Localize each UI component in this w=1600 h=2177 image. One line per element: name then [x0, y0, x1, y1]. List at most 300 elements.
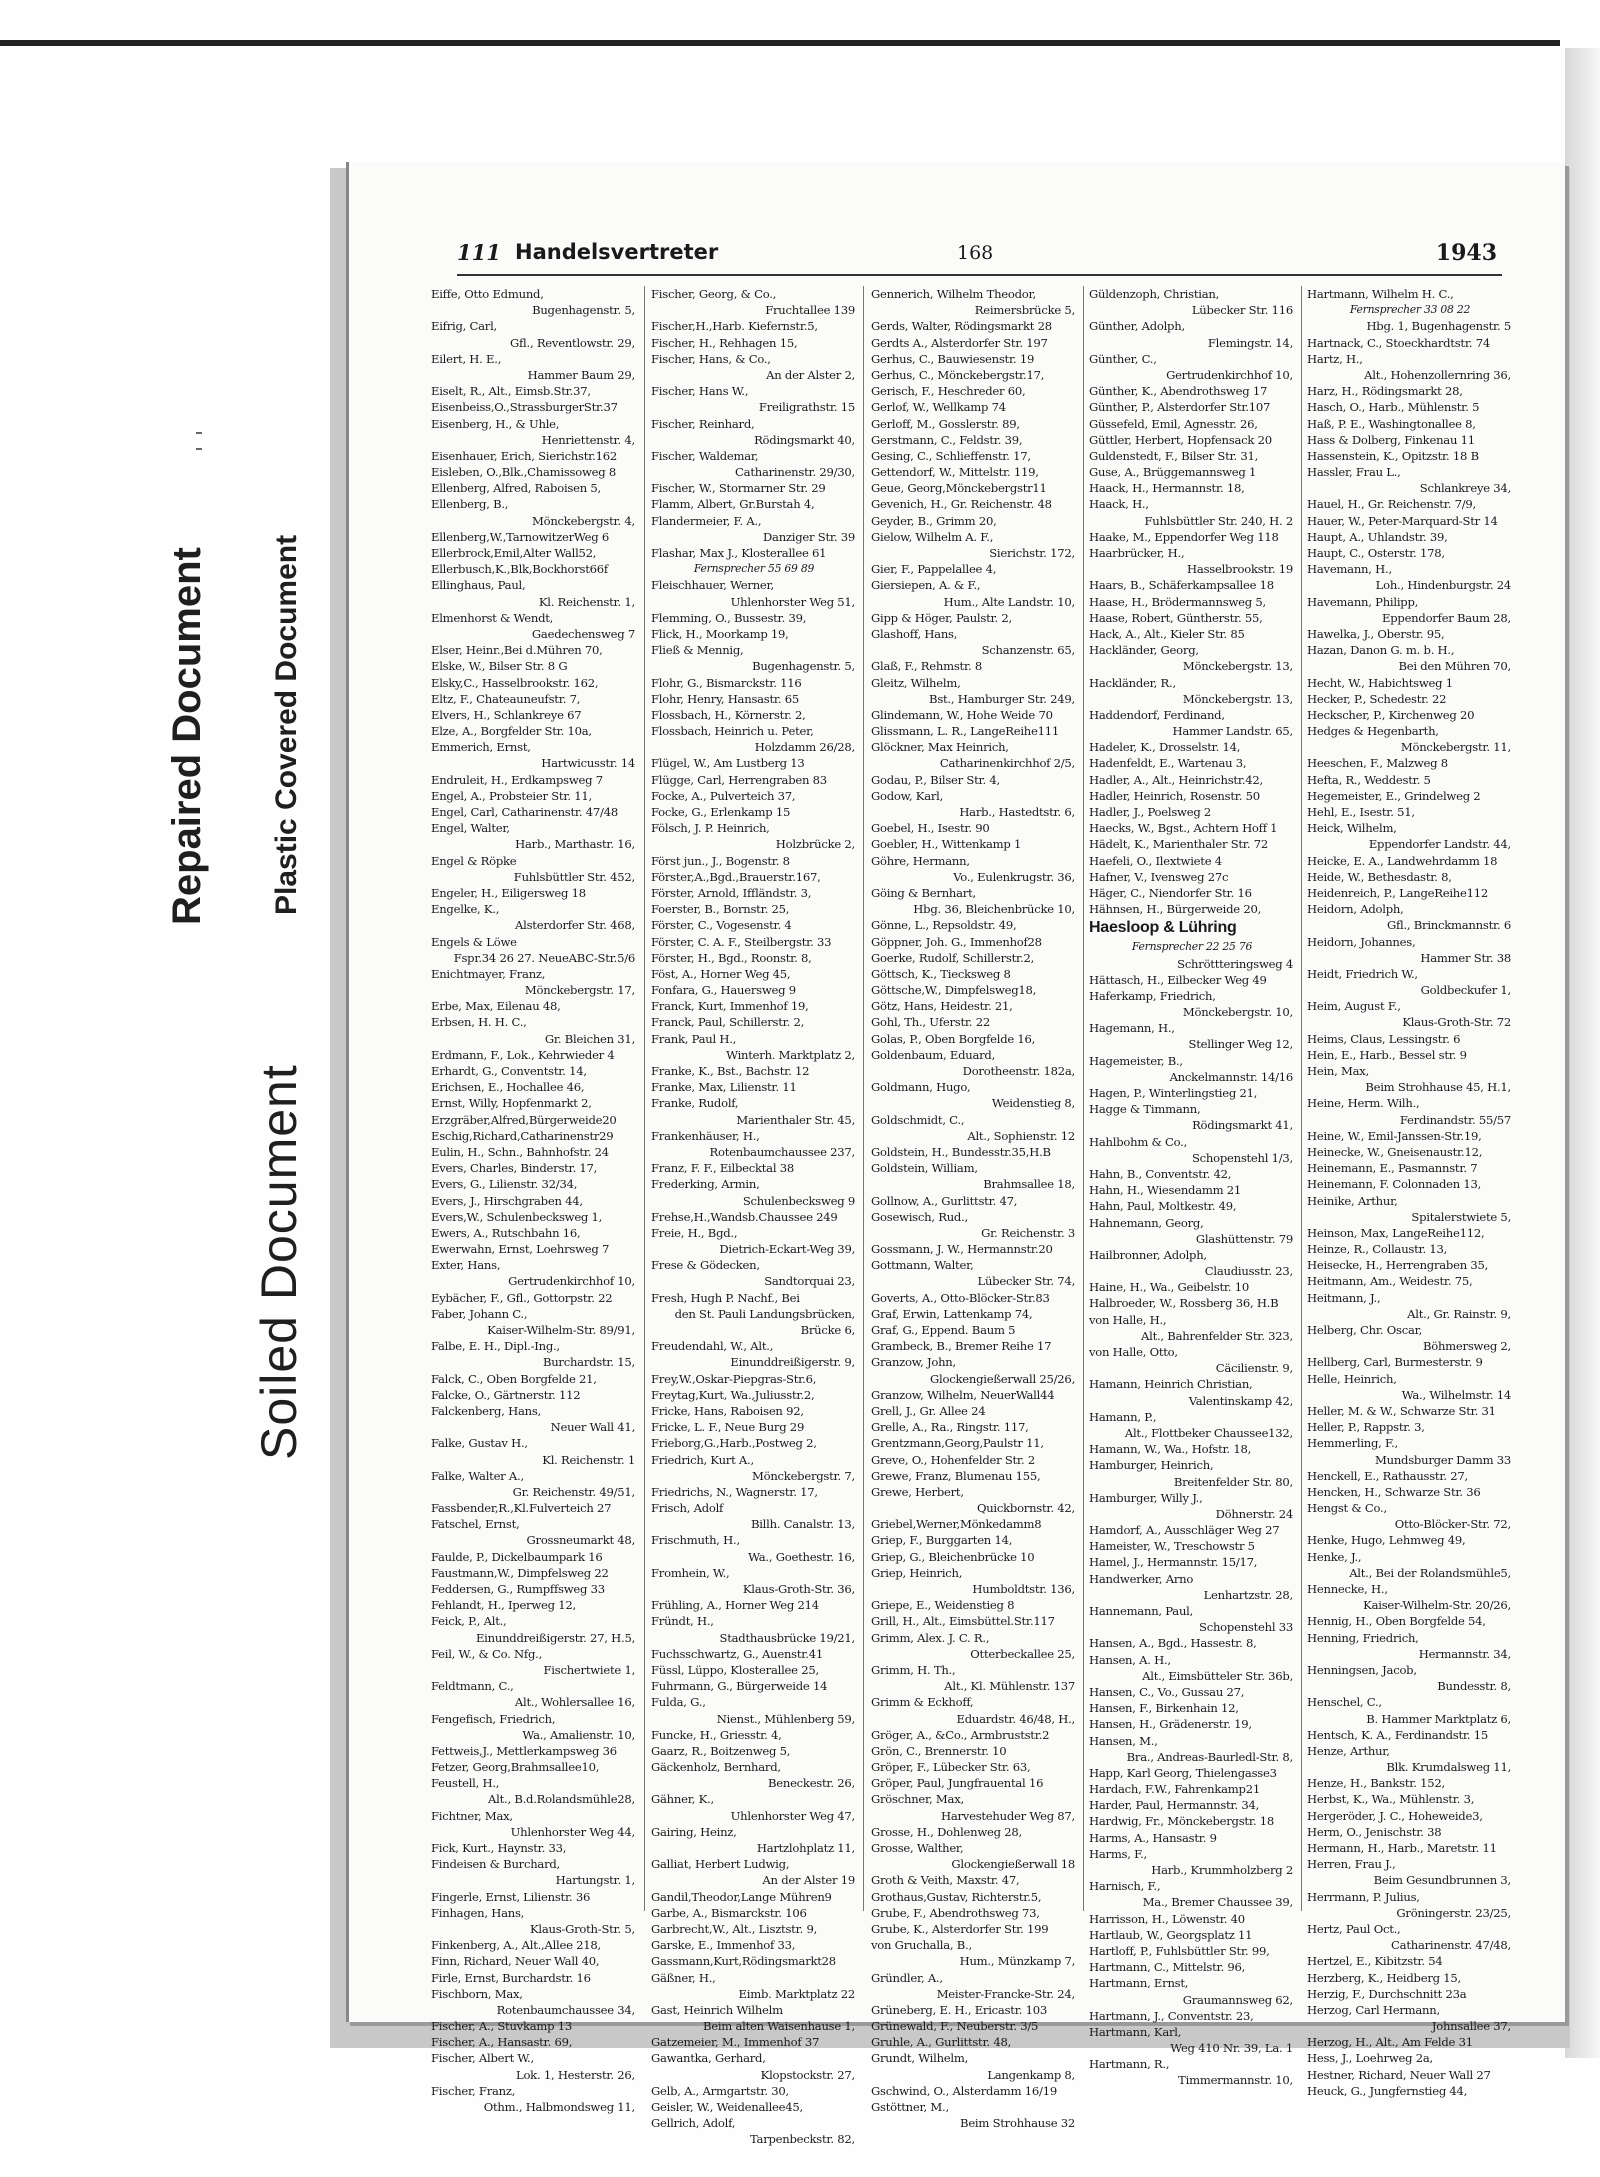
directory-entry: Falke, Walter A., — [431, 1468, 524, 1483]
directory-entry: Haase, Robert, Güntherstr. 55, — [1089, 610, 1263, 625]
directory-entry: Gaedechensweg 7 — [531, 626, 635, 641]
directory-entry: Heinemann, F. Colonnaden 13, — [1307, 1177, 1482, 1192]
directory-entry: Havemann, H., — [1307, 562, 1392, 577]
directory-entry: Bugenhagenstr. 5, — [532, 303, 635, 318]
directory-entry: Heckscher, P., Kirchenweg 20 — [1307, 707, 1475, 722]
directory-entry: Hartwicusstr. 14 — [541, 756, 635, 771]
directory-entry: Hadler, Heinrich, Rosenstr. 50 — [1089, 788, 1260, 803]
directory-entry: Fassbender,R.,Kl.Fulverteich 27 — [431, 1501, 612, 1516]
directory-entry: Graf, Erwin, Lattenkamp 74, — [871, 1306, 1033, 1321]
column-divider — [863, 286, 864, 1911]
directory-entry: Kaiser-Wilhelm-Str. 20/26, — [1363, 1598, 1511, 1613]
directory-entry: Faber, Johann C., — [431, 1306, 528, 1321]
directory-entry: Godau, P., Bilser Str. 4, — [871, 772, 1000, 787]
directory-entry: Geue, Georg,Mönckebergstr11 — [871, 481, 1047, 496]
directory-entry: Klaus-Groth-Str. 72 — [1402, 1015, 1511, 1030]
directory-entry: Eiselt, R., Alt., Eimsb.Str.37, — [431, 384, 591, 399]
directory-entry: Enichtmayer, Franz, — [431, 966, 546, 981]
directory-entry: Hartmann, C., Mittelstr. 96, — [1089, 1960, 1246, 1975]
column-5 — [1307, 286, 1513, 2098]
directory-entry: Galliat, Herbert Ludwig, — [651, 1857, 790, 1872]
directory-entry: Fernsprecher 33 08 22 — [1349, 303, 1471, 317]
directory-entry: Flemming, O., Bussestr. 39, — [651, 610, 807, 625]
directory-entry: Schlankreye 34, — [1419, 481, 1511, 496]
directory-entry: Ellerbrock,Emil,Alter Wall52, — [431, 546, 597, 560]
directory-entry: Harb., Krummholzberg 2 — [1151, 1863, 1293, 1877]
directory-entry: Eisenbeiss,O.,StrassburgerStr.37 — [431, 400, 618, 415]
directory-entry: Heidorn, Adolph, — [1307, 902, 1404, 917]
directory-entry: Heuck, G., Jungfernstieg 44, — [1307, 2083, 1468, 2098]
directory-entry: Güldenzoph, Christian, — [1089, 287, 1220, 301]
directory-entry: Elser, Heinr.,Bei d.Mühren 70, — [431, 643, 603, 658]
directory-entry: Gerdts A., Alsterdorfer Str. 197 — [871, 335, 1048, 350]
directory-entry: Guldenstedt, F., Bilser Str. 31, — [1089, 448, 1259, 463]
directory-entry: Fründt, H., — [651, 1614, 714, 1629]
plastic-covered-document-label: Plastic Covered Document — [270, 534, 303, 915]
directory-entry: Gerhus, C., Bauwiesenstr. 19 — [871, 351, 1035, 366]
directory-entry: Alt., Flottbeker Chaussee132, — [1124, 1425, 1293, 1440]
directory-entry: Hencken, H., Schwarze Str. 36 — [1307, 1484, 1481, 1499]
directory-entry: Hennecke, H., — [1307, 1582, 1388, 1596]
column-divider — [1301, 286, 1302, 1911]
directory-entry: Eimb. Marktplatz 22 — [738, 1986, 855, 2001]
directory-entry: Frischmuth, H., — [651, 1533, 740, 1548]
directory-entry: Gfl., Reventlowstr. 29, — [510, 335, 635, 350]
directory-entry: Otterbeckallee 25, — [970, 1646, 1075, 1661]
directory-entry: Foerster, B., Bornstr. 25, — [651, 902, 790, 917]
soiled-document-label: Soiled Document — [251, 1064, 307, 1460]
directory-entry: Eulin, H., Schn., Bahnhofstr. 24 — [431, 1144, 609, 1159]
directory-entry: Eschig,Richard,Catharinenstr29 — [431, 1128, 614, 1143]
directory-entry: Burchardstr. 15, — [542, 1355, 635, 1370]
directory-entry: Först jun., J., Bogenstr. 8 — [651, 853, 790, 868]
directory-entry: Förster, C. A. F., Steilbergstr. 33 — [651, 934, 832, 949]
directory-entry: Götz, Hans, Heidestr. 21, — [871, 999, 1013, 1014]
directory-entry: Griep, F., Burggarten 14, — [871, 1533, 1013, 1548]
directory-entry: Gerds, Walter, Rödingsmarkt 28 — [871, 319, 1052, 334]
directory-entry: Billh. Canalstr. 13, — [750, 1517, 855, 1532]
directory-entry: Feddersen, G., Rumpffsweg 33 — [431, 1582, 605, 1596]
directory-entry: Fick, Kurt., Haynstr. 33, — [431, 1841, 567, 1855]
directory-entry: Fischer, A., Hansastr. 69, — [431, 2035, 573, 2050]
directory-entry: Gatzemeier, M., Immenhof 37 — [651, 2035, 820, 2050]
directory-entry: Hamann, W., Wa., Hofstr. 18, — [1089, 1442, 1252, 1457]
directory-entry: Frühling, A., Horner Weg 214 — [651, 1598, 819, 1613]
directory-entry: Fischer, Hans, & Co., — [651, 351, 771, 366]
directory-entry: Greve, O., Hohenfelder Str. 2 — [871, 1452, 1035, 1467]
directory-entry: Heinike, Arthur, — [1307, 1193, 1398, 1208]
directory-entry: Henningsen, Jacob, — [1307, 1662, 1417, 1677]
directory-entry: Heims, Claus, Lessingstr. 6 — [1307, 1031, 1461, 1046]
directory-entry: Havemann, Philipp, — [1307, 594, 1419, 609]
directory-entry: Erdmann, F., Lok., Kehrwieder 4 — [431, 1047, 615, 1062]
directory-entry: Ellenberg, Alfred, Raboisen 5, — [431, 481, 601, 496]
directory-entry: Gerlof, W., Wellkamp 74 — [871, 400, 1006, 415]
directory-entry: den St. Pauli Landungsbrücken, — [674, 1306, 855, 1321]
directory-entry: Hellberg, Carl, Burmesterstr. 9 — [1307, 1355, 1483, 1370]
directory-entry: Glashoff, Hans, — [871, 626, 958, 641]
directory-entry: Gstöttner, M., — [871, 2100, 949, 2114]
directory-entry: Eybächer, F., Gfl., Gottorpstr. 22 — [431, 1290, 613, 1305]
directory-entry: Gleitz, Wilhelm, — [871, 675, 961, 690]
directory-entry: Henckell, E., Rathausstr. 27, — [1307, 1468, 1468, 1483]
directory-entry: Hartungstr. 1, — [555, 1873, 635, 1888]
directory-entry: Hein, Max, — [1307, 1064, 1370, 1078]
directory-entry: Goldstein, H., Bundesstr.35,H.B — [871, 1144, 1051, 1159]
directory-entry: Hamann, Heinrich Christian, — [1089, 1377, 1253, 1392]
directory-entry: Freie, H., Bgd., — [651, 1225, 738, 1240]
directory-entry: Franck, Paul, Schillerstr. 2, — [651, 1015, 805, 1030]
directory-entry: Goebler, H., Wittenkamp 1 — [871, 837, 1022, 852]
directory-entry: Fspr.34 26 27. NeueABC-Str.5/6 — [453, 950, 635, 965]
directory-entry: Heitmann, J., — [1307, 1290, 1381, 1305]
directory-entry: Lok. 1, Hesterstr. 26, — [516, 2067, 635, 2082]
directory-entry: Faulde, P., Dickelbaumpark 16 — [431, 1549, 603, 1564]
scan-top-edge — [0, 40, 1560, 46]
directory-entry: Hartmann, Wilhelm H. C., — [1307, 287, 1454, 301]
directory-entry: Evers, G., Lilienstr. 32/34, — [431, 1177, 578, 1192]
directory-entry: Hermannstr. 34, — [1418, 1646, 1511, 1661]
directory-entry: Johnsallee 37, — [1431, 2019, 1511, 2034]
directory-entry: Hamdorf, A., Ausschläger Weg 27 — [1089, 1523, 1280, 1538]
directory-entry: Förster,A.,Bgd.,Brauerstr.167, — [651, 869, 821, 884]
directory-entry: Göttsche,W., Dimpfelsweg18, — [871, 983, 1037, 998]
directory-entry: Bei den Mühren 70, — [1398, 659, 1511, 674]
directory-entry: Otto-Blöcker-Str. 72, — [1394, 1517, 1511, 1532]
directory-entry: Spitalerstwiete 5, — [1411, 1209, 1511, 1224]
directory-columns — [431, 286, 1516, 2147]
directory-entry: Schulenbecksweg 9 — [742, 1193, 855, 1208]
directory-entry: Loh., Hindenburgstr. 24 — [1375, 578, 1511, 593]
section-title: Handelsvertreter — [515, 240, 719, 264]
directory-entry: Flohr, Henry, Hansastr. 65 — [651, 691, 800, 706]
directory-entry: Geisler, W., Weidenallee45, — [651, 2100, 803, 2114]
directory-entry: An der Alster 19 — [762, 1873, 855, 1888]
directory-entry: Schröttteringsweg 4 — [1177, 956, 1293, 971]
directory-entry: Hauel, H., Gr. Reichenstr. 7/9, — [1307, 497, 1476, 512]
directory-entry: Exter, Hans, — [431, 1258, 501, 1273]
directory-entry: Uhlenhorster Weg 44, — [510, 1824, 635, 1839]
directory-entry: Erbe, Max, Eilenau 48, — [431, 999, 561, 1014]
directory-entry: Hahnemann, Georg, — [1089, 1215, 1204, 1230]
directory-entry: Einunddreißigerstr. 27, H.5, — [475, 1630, 635, 1645]
directory-entry: Gollnow, A., Gurlittstr. 47, — [871, 1193, 1018, 1208]
directory-entry: Hauer, W., Peter-Marquard-Str 14 — [1307, 513, 1498, 528]
directory-entry: Gründler, A., — [871, 1970, 943, 1985]
directory-entry: Hedges & Hegenbarth, — [1307, 724, 1439, 739]
directory-entry: Guse, A., Brüggemannsweg 1 — [1089, 465, 1257, 480]
directory-entry: Friedrich, Kurt A., — [651, 1452, 754, 1467]
directory-entry: Hasch, O., Harb., Mühlenstr. 5 — [1307, 400, 1480, 415]
directory-entry: Hameister, W., Treschowstr 5 — [1089, 1539, 1255, 1554]
directory-entry: Freiligrathstr. 15 — [758, 400, 855, 415]
directory-entry: Fricke, L. F., Neue Burg 29 — [651, 1420, 805, 1435]
directory-entry: Lenhartzstr. 28, — [1203, 1587, 1293, 1602]
directory-entry: Marienthaler Str. 45, — [736, 1112, 855, 1127]
directory-entry: Engel & Röpke — [431, 853, 517, 868]
directory-entry: Henke, J., — [1307, 1549, 1362, 1564]
directory-entry: Ferdinandstr. 55/57 — [1399, 1112, 1511, 1127]
column-divider — [644, 286, 645, 1911]
directory-entry: Häger, C., Niendorfer Str. 16 — [1089, 885, 1252, 900]
directory-entry: Alsterdorfer Str. 468, — [515, 918, 635, 933]
directory-entry: Fehlandt, H., Iperweg 12, — [431, 1598, 576, 1613]
directory-entry: Harnisch, F., — [1089, 1879, 1161, 1894]
directory-entry: Herbst, K., Wa., Mühlenstr. 3, — [1307, 1792, 1475, 1807]
directory-entry: Herzog, H., Alt., Am Felde 31 — [1307, 2035, 1473, 2050]
directory-entry: Hammer Baum 29, — [527, 367, 635, 382]
directory-entry: Herzog, Carl Hermann, — [1307, 2002, 1440, 2017]
directory-entry: Ewerwahn, Ernst, Loehrsweg 7 — [431, 1242, 610, 1257]
directory-entry: Meister-Francke-Str. 24, — [936, 1986, 1075, 2001]
directory-entry: Grill, H., Alt., Eimsbüttel.Str.117 — [871, 1614, 1055, 1629]
directory-entry: Ellinghaus, Paul, — [431, 578, 526, 593]
directory-entry: Grentzmann,Georg,Paulstr 11, — [871, 1436, 1044, 1451]
directory-entry: Giersiepen, A. & F., — [871, 578, 981, 593]
directory-entry: Fischertwiete 1, — [543, 1662, 635, 1677]
directory-entry: Hartz, H., — [1307, 351, 1363, 366]
directory-entry: Mönckebergstr. 4, — [531, 513, 635, 528]
directory-entry: Franke, K., Bst., Bachstr. 12 — [651, 1064, 810, 1078]
directory-entry: Grelle, A., Ra., Ringstr. 117, — [871, 1420, 1029, 1435]
directory-entry: Alt., Bahrenfelder Str. 323, — [1141, 1328, 1293, 1343]
directory-entry: Grimm, Alex. J. C. R., — [871, 1630, 990, 1645]
directory-entry: Humboldtstr. 136, — [972, 1582, 1075, 1596]
directory-entry: Danziger Str. 39 — [763, 529, 855, 544]
directory-entry: Göttsch, K., Tiecksweg 8 — [871, 966, 1011, 981]
directory-entry: Bundesstr. 8, — [1437, 1679, 1511, 1694]
directory-entry: Cäcilienstr. 9, — [1215, 1361, 1293, 1376]
directory-entry: Haars, B., Schäferkampsallee 18 — [1089, 578, 1274, 593]
directory-entry: Harms, A., Hansastr. 9 — [1089, 1830, 1217, 1845]
directory-entry: Fulda, G., — [651, 1695, 706, 1710]
directory-entry: Herm, O., Jenischstr. 38 — [1307, 1824, 1442, 1839]
directory-entry: Dietrich-Eckart-Weg 39, — [719, 1242, 855, 1257]
directory-entry: Glashüttenstr. 79 — [1195, 1231, 1293, 1246]
directory-entry: Finn, Richard, Neuer Wall 40, — [431, 1954, 600, 1969]
column-2 — [651, 286, 857, 2147]
directory-entry: Hertzel, E., Kibitzstr. 54 — [1307, 1954, 1443, 1969]
directory-entry: Glöckner, Max Heinrich, — [871, 740, 1009, 755]
directory-entry: Elsky,C., Hasselbrookstr. 162, — [431, 675, 599, 690]
directory-entry: Bugenhagenstr. 5, — [752, 659, 855, 674]
directory-entry: Gohl, Th., Uferstr. 22 — [871, 1015, 991, 1030]
directory-entry: Fuhrmann, G., Bürgerweide 14 — [651, 1679, 828, 1694]
directory-entry: Frank, Paul H., — [651, 1031, 737, 1046]
directory-entry: Hagge & Timmann, — [1089, 1102, 1201, 1117]
directory-entry: Schopenstehl 1/3, — [1191, 1150, 1293, 1165]
directory-entry: Förster, C., Vogesenstr. 4 — [651, 918, 792, 933]
directory-entry: Gröningerstr. 23/25, — [1396, 1905, 1511, 1920]
directory-entry: Beim Strohhause 32 — [960, 2116, 1075, 2131]
directory-entry: Franke, Rudolf, — [651, 1096, 739, 1111]
directory-entry: Fischer, W., Stormarner Str. 29 — [651, 481, 826, 496]
directory-entry: Gettendorf, W., Mittelstr. 119, — [871, 465, 1039, 480]
directory-entry: Hansen, A., Bgd., Hassestr. 8, — [1089, 1636, 1257, 1651]
directory-entry: Timmermannstr. 10, — [1178, 2073, 1293, 2088]
directory-entry: Heidenreich, P., LangeReihe112 — [1307, 885, 1488, 900]
directory-entry: Glissmann, L. R., LangeReihe111 — [871, 724, 1060, 739]
directory-entry: Wa., Amalienstr. 10, — [522, 1727, 635, 1742]
directory-entry: Rödingsmarkt 40, — [754, 432, 855, 447]
directory-entry: Goverts, A., Otto-Blöcker-Str.83 — [871, 1290, 1050, 1305]
directory-entry: Grewe, Herbert, — [871, 1484, 964, 1499]
directory-entry: Gfl., Brinckmannstr. 6 — [1386, 918, 1511, 933]
directory-entry: Fleischhauer, Werner, — [651, 578, 774, 593]
directory-entry: Holzbrücke 2, — [775, 837, 855, 852]
directory-entry: Goldenbaum, Eduard, — [871, 1047, 996, 1062]
directory-entry: Claudiusstr. 23, — [1204, 1264, 1293, 1279]
directory-entry: Eisenhauer, Erich, Sierichstr.162 — [431, 448, 618, 463]
directory-entry: Hefta, R., Weddestr. 5 — [1307, 772, 1431, 787]
directory-entry: Haack, H., — [1089, 497, 1149, 512]
directory-entry: Godow, Karl, — [871, 788, 944, 803]
directory-entry: Rotenbaumchaussee 34, — [496, 2002, 635, 2017]
directory-entry: Gr. Reichenstr. 3 — [981, 1225, 1075, 1240]
directory-entry: Harb., Marthastr. 16, — [515, 837, 635, 852]
directory-entry: Henke, Hugo, Lehmweg 49, — [1307, 1533, 1466, 1548]
directory-entry: Frieborg,G.,Harb.,Postweg 2, — [651, 1436, 817, 1451]
directory-entry: Hartzlohplatz 11, — [756, 1841, 855, 1855]
directory-entry: Eppendorfer Baum 28, — [1382, 610, 1511, 625]
directory-entry: Uhlenhorster Weg 51, — [730, 594, 855, 609]
directory-entry: Heine, Herm. Wilh., — [1307, 1096, 1420, 1111]
directory-entry: Griepe, E., Weidenstieg 8 — [871, 1598, 1015, 1613]
directory-entry: Fernsprecher 22 25 76 — [1131, 940, 1253, 954]
directory-entry: Haefeli, O., Ilextwiete 4 — [1089, 853, 1222, 868]
directory-entry: Eifrig, Carl, — [431, 319, 497, 334]
directory-entry: Othm., Halbmondsweg 11, — [483, 2100, 635, 2114]
directory-entry: Happ, Karl Georg, Thielengasse3 — [1089, 1765, 1277, 1780]
directory-entry: Hailbronner, Adolph, — [1089, 1247, 1207, 1262]
directory-entry: Heidt, Friedrich W., — [1307, 966, 1418, 981]
directory-entry: Grön, C., Brennerstr. 10 — [871, 1743, 1007, 1758]
directory-entry: Hartnack, C., Stoeckhardtstr. 74 — [1307, 335, 1490, 350]
directory-entry: Eisenberg, H., & Uhle, — [431, 416, 560, 431]
directory-entry: Elvers, H., Schlankreye 67 — [431, 707, 582, 722]
column-3 — [871, 286, 1077, 2131]
directory-entry: Graumannsweg 62, — [1182, 1992, 1293, 2007]
directory-entry: Falbe, E. H., Dipl.-Ing., — [431, 1339, 560, 1354]
directory-entry: Goldmann, Hugo, — [871, 1080, 971, 1095]
directory-entry: Klaus-Groth-Str. 36, — [742, 1582, 855, 1596]
directory-entry: Gönne, L., Repsoldstr. 49, — [871, 918, 1017, 933]
directory-entry: Grundt, Wilhelm, — [871, 2051, 969, 2066]
directory-entry: Haupt, C., Osterstr. 178, — [1307, 546, 1445, 560]
directory-entry: Gielow, Wilhelm A. F., — [871, 529, 994, 544]
directory-entry: Ellenberg, B., — [431, 497, 509, 512]
directory-entry: Eiffe, Otto Edmund, — [431, 287, 544, 301]
directory-entry: Güttler, Herbert, Hopfensack 20 — [1089, 432, 1272, 447]
header-rule — [457, 274, 1502, 276]
directory-entry: Herren, Frau J., — [1307, 1857, 1396, 1872]
directory-entry: Haddendorf, Ferdinand, — [1089, 707, 1225, 722]
directory-entry: Evers, J., Hirschgraben 44, — [431, 1193, 583, 1208]
directory-entry: Heisecke, H., Herrengraben 35, — [1307, 1258, 1489, 1273]
directory-entry: Fischer, Albert W., — [431, 2051, 534, 2066]
directory-entry: Gröper, F., Lübecker Str. 63, — [871, 1760, 1031, 1775]
directory-entry: Fischer,H.,Harb. Kiefernstr.5, — [651, 319, 818, 334]
directory-entry: Fuhlsbüttler Str. 452, — [513, 869, 635, 884]
directory-entry: Gerloff, M., Gosslerstr. 89, — [871, 416, 1020, 431]
directory-entry: Hartloff, P., Fuhlsbüttler Str. 99, — [1089, 1943, 1270, 1958]
directory-entry: Hengst & Co., — [1307, 1501, 1387, 1516]
directory-entry: Hahn, B., Conventstr. 42, — [1089, 1166, 1232, 1181]
directory-entry: Harder, Paul, Hermannstr. 34, — [1089, 1798, 1260, 1813]
directory-entry: Hahn, Paul, Moltkestr. 49, — [1089, 1199, 1237, 1214]
directory-entry: An der Alster 2, — [766, 367, 855, 382]
directory-entry: Hähnsen, H., Bürgerweide 20, — [1089, 902, 1262, 917]
directory-entry: Grell, J., Gr. Allee 24 — [871, 1403, 986, 1418]
directory-entry: Heinson, Max, LangeReihe112, — [1307, 1225, 1485, 1240]
directory-entry: Beim Gesundbrunnen 3, — [1373, 1873, 1511, 1888]
directory-entry: Elske, W., Bilser Str. 8 G — [431, 659, 568, 674]
directory-entry: Haupt, A., Uhlandstr. 39, — [1307, 529, 1448, 544]
directory-entry: Glaß, F., Rehmstr. 8 — [871, 659, 982, 674]
directory-entry: Eilert, H. E., — [431, 351, 502, 366]
directory-entry: Henze, Arthur, — [1307, 1743, 1390, 1758]
directory-entry: Klaus-Groth-Str. 5, — [530, 1921, 635, 1936]
directory-entry: Gerstmann, C., Feldstr. 39, — [871, 432, 1023, 447]
directory-entry: Henning, Friedrich, — [1307, 1630, 1419, 1645]
directory-entry: Fengefisch, Friedrich, — [431, 1711, 556, 1726]
directory-entry: Eltz, F., Chateauneufstr. 7, — [431, 691, 581, 706]
directory-entry: Hadenfeldt, E., Wartenau 3, — [1089, 756, 1247, 771]
directory-entry: Engelke, K., — [431, 902, 500, 917]
directory-entry: Sierichstr. 172, — [989, 546, 1075, 560]
year: 1943 — [1435, 240, 1497, 266]
directory-entry: Friedrichs, N., Wagnerstr. 17, — [651, 1484, 818, 1499]
directory-entry: Freytag,Kurt, Wa.,Juliusstr.2, — [651, 1387, 815, 1402]
directory-entry: Goldschmidt, C., — [871, 1112, 965, 1127]
directory-entry: Haesloop & Lühring — [1089, 919, 1237, 937]
directory-entry: Hass & Dolberg, Finkenau 11 — [1307, 432, 1475, 447]
directory-entry: Günther, P., Alsterdorfer Str.107 — [1089, 400, 1271, 415]
directory-page — [346, 162, 1565, 2147]
directory-entry: Finkenberg, A., Alt.,Allee 218, — [431, 1938, 601, 1953]
directory-entry: Grosse, Walther, — [871, 1841, 964, 1855]
directory-entry: Gr. Bleichen 31, — [544, 1031, 635, 1046]
directory-entry: Herrmann, P. Julius, — [1307, 1889, 1420, 1904]
directory-entry: Flashar, Max J., Klosterallee 61 — [651, 546, 827, 560]
directory-entry: Mundsburger Damm 33 — [1375, 1452, 1511, 1467]
directory-entry: Grothaus,Gustav, Richterstr.5, — [871, 1889, 1042, 1904]
directory-entry: Hansen, M., — [1089, 1733, 1158, 1748]
directory-entry: Gipp & Höger, Paulstr. 2, — [871, 610, 1012, 625]
directory-entry: Golas, P., Oben Borgfelde 16, — [871, 1031, 1036, 1046]
directory-entry: Henschel, C., — [1307, 1695, 1382, 1710]
directory-entry: Beneckestr. 26, — [767, 1776, 855, 1791]
directory-entry: Hansen, H., Grädenerstr. 19, — [1089, 1717, 1252, 1732]
directory-entry: Flemingstr. 14, — [1207, 335, 1293, 350]
directory-entry: Evers, Charles, Binderstr. 17, — [431, 1161, 598, 1176]
directory-entry: Valentinskamp 42, — [1188, 1393, 1293, 1408]
directory-entry: Brahmsallee 18, — [983, 1177, 1075, 1192]
directory-entry: Flügge, Carl, Herrengraben 83 — [651, 772, 827, 787]
directory-entry: Catharinenstr. 29/30, — [735, 465, 855, 480]
directory-entry: Fricke, Hans, Raboisen 92, — [651, 1403, 804, 1418]
directory-entry: Heinemann, E., Pasmannstr. 7 — [1307, 1161, 1478, 1176]
directory-entry: Mönckebergstr. 7, — [751, 1468, 855, 1483]
directory-entry: Finhagen, Hans, — [431, 1905, 525, 1920]
directory-entry: Langenkamp 8, — [987, 2067, 1075, 2082]
directory-entry: Hack, A., Alt., Kieler Str. 85 — [1089, 626, 1245, 641]
directory-entry: Einunddreißigerstr. 9, — [730, 1355, 855, 1370]
directory-entry: Hansen, A. H., — [1089, 1652, 1171, 1667]
directory-entry: Garske, E., Immenhof 33, — [651, 1938, 796, 1953]
directory-entry: Fischer, H., Rehhagen 15, — [651, 335, 798, 350]
directory-entry: Fließ & Mennig, — [651, 643, 744, 658]
